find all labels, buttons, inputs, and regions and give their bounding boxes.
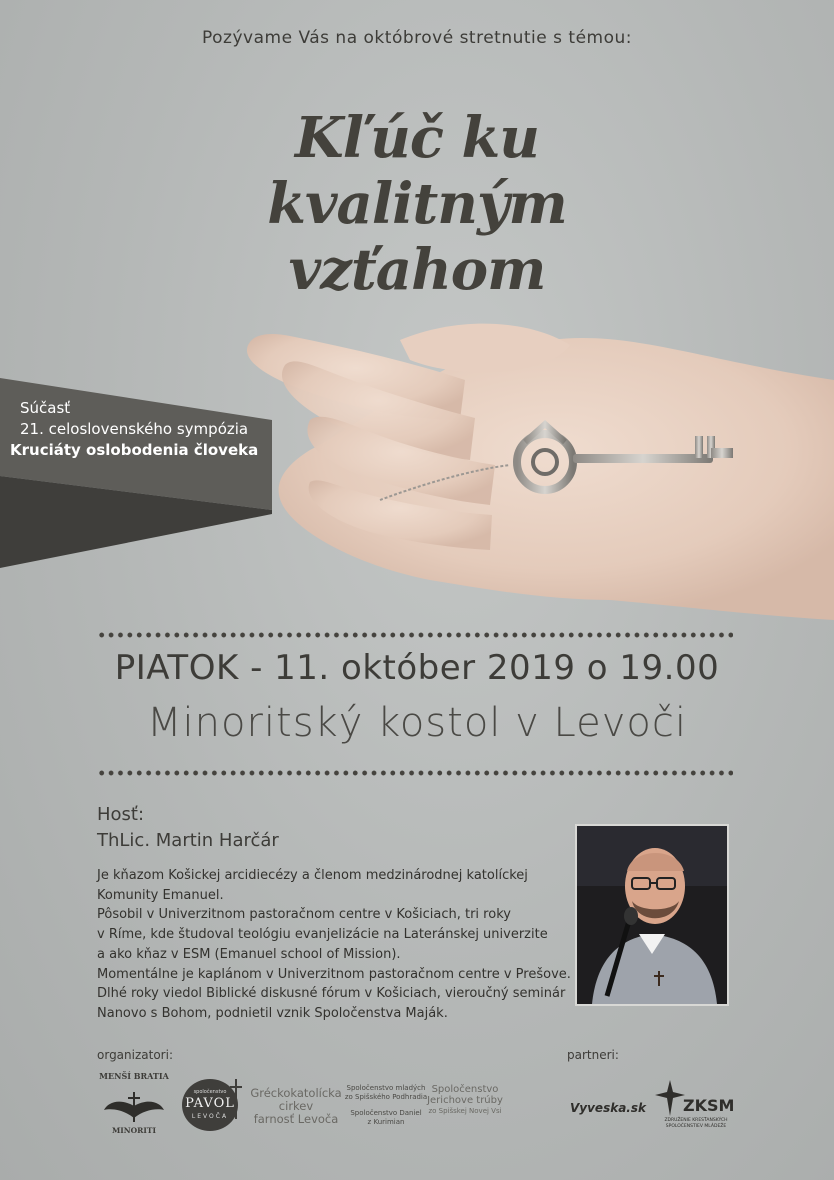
title-line-3: vzťahom — [288, 237, 546, 303]
bio-line: Je kňazom Košickej arcidiecézy a členom medzinárodnej katolíckej — [97, 868, 528, 883]
zksm-logo — [655, 1080, 737, 1140]
zksm-sub-1: ZDRUŽENIE KRESŤANSKÝCH — [664, 1118, 728, 1123]
minoriti-logo — [98, 1070, 170, 1142]
banner-line-1: Súčasť — [20, 399, 71, 417]
pavol-logo-bottom: LEVOČA — [191, 1113, 229, 1120]
grekokat-line-2: cirkev — [278, 1099, 314, 1113]
grekokat-line-1: Gréckokatolícka — [250, 1086, 342, 1100]
poster-title — [0, 105, 834, 303]
pavol-logo-name: PAVOL — [185, 1096, 235, 1111]
zksm-sub — [655, 1118, 737, 1130]
minoriti-logo-bottom: MINORITI — [111, 1126, 157, 1135]
spolocenstva-spacer — [340, 1101, 432, 1109]
hand-with-key-image — [230, 300, 834, 630]
guest-photo — [577, 826, 727, 1004]
title-line-2: kvalitným — [267, 171, 567, 237]
event-date: PIATOK - 11. október 2019 o 19.00 — [114, 648, 720, 688]
banner-line-2: 21. celoslovenského sympózia — [20, 420, 249, 438]
banner-line-3: Kruciáty oslobodenia človeka — [10, 441, 259, 459]
title-line-1: Kľúč ku — [295, 105, 539, 171]
pavol-logo-top: spoločenstvo — [193, 1089, 227, 1095]
bio-line: Dlhé roky viedol Biblické diskusné fórum v Košiciach, vieroučný seminár — [97, 986, 566, 1002]
bio-line: a ako kňaz v ESM (Emanuel school of Mission). — [97, 946, 401, 962]
bio-line: Momentálne je kaplánom v Univerzitnom pastoračnom centre v Prešove. — [97, 966, 571, 982]
bio-line: Komunity Emanuel. — [97, 887, 224, 903]
symposium-banner — [0, 398, 260, 461]
dotted-divider-top — [97, 632, 733, 638]
jerichove-line-2: Jerichove trúby — [427, 1094, 503, 1106]
zksm-emblem-icon — [655, 1080, 685, 1116]
vyveska-logo: Vyveska.sk — [570, 1101, 646, 1115]
guest-name: ThLic. Martin Harčár — [97, 830, 279, 851]
spolocenstva-logo — [340, 1084, 432, 1126]
guest-bio — [97, 866, 577, 1024]
spolocenstva-line-4: Spoločenstvo Daniel — [350, 1109, 422, 1117]
pavol-logo — [178, 1077, 246, 1133]
bio-line: Nanovo s Bohom, podnietil vznik Spoločenstva Maják. — [97, 1005, 448, 1021]
zksm-sub-2: SPOLOČENSTIEV MLÁDEŽE — [665, 1124, 727, 1129]
spolocenstva-line-1: Spoločenstvo mladých — [346, 1084, 426, 1092]
event-venue: Minoritský kostol v Levoči — [147, 700, 687, 746]
dotted-divider-bottom — [97, 770, 733, 776]
guest-label: Hosť: — [97, 804, 145, 825]
jerichove-line-3: zo Spišskej Novej Vsi — [428, 1107, 502, 1115]
invite-line: Pozývame Vás na októbrové stretnutie s témou: — [202, 28, 632, 48]
zksm-name: ZKSM — [683, 1096, 735, 1115]
partners-label: partneri: — [567, 1048, 619, 1062]
spolocenstva-line-5: z Kurimian — [367, 1117, 405, 1126]
spolocenstva-line-2: zo Spišského Podhradia — [344, 1092, 428, 1101]
jerichove-truby-logo — [425, 1085, 505, 1117]
bio-line: v Ríme, kde študoval teológiu evanjelizácie na Lateránskej univerzite — [97, 927, 548, 943]
grekokat-logo — [250, 1087, 342, 1126]
grekokat-line-3: farnosť Levoča — [253, 1112, 339, 1126]
organizers-label: organizatori: — [97, 1048, 173, 1062]
minoriti-logo-top: MENŠÍ BRATIA — [99, 1071, 169, 1081]
bio-line: Pôsobil v Univerzitnom pastoračnom centre v Košiciach, tri roky — [97, 907, 511, 923]
jerichove-line-1: Spoločenstvo — [431, 1084, 499, 1095]
